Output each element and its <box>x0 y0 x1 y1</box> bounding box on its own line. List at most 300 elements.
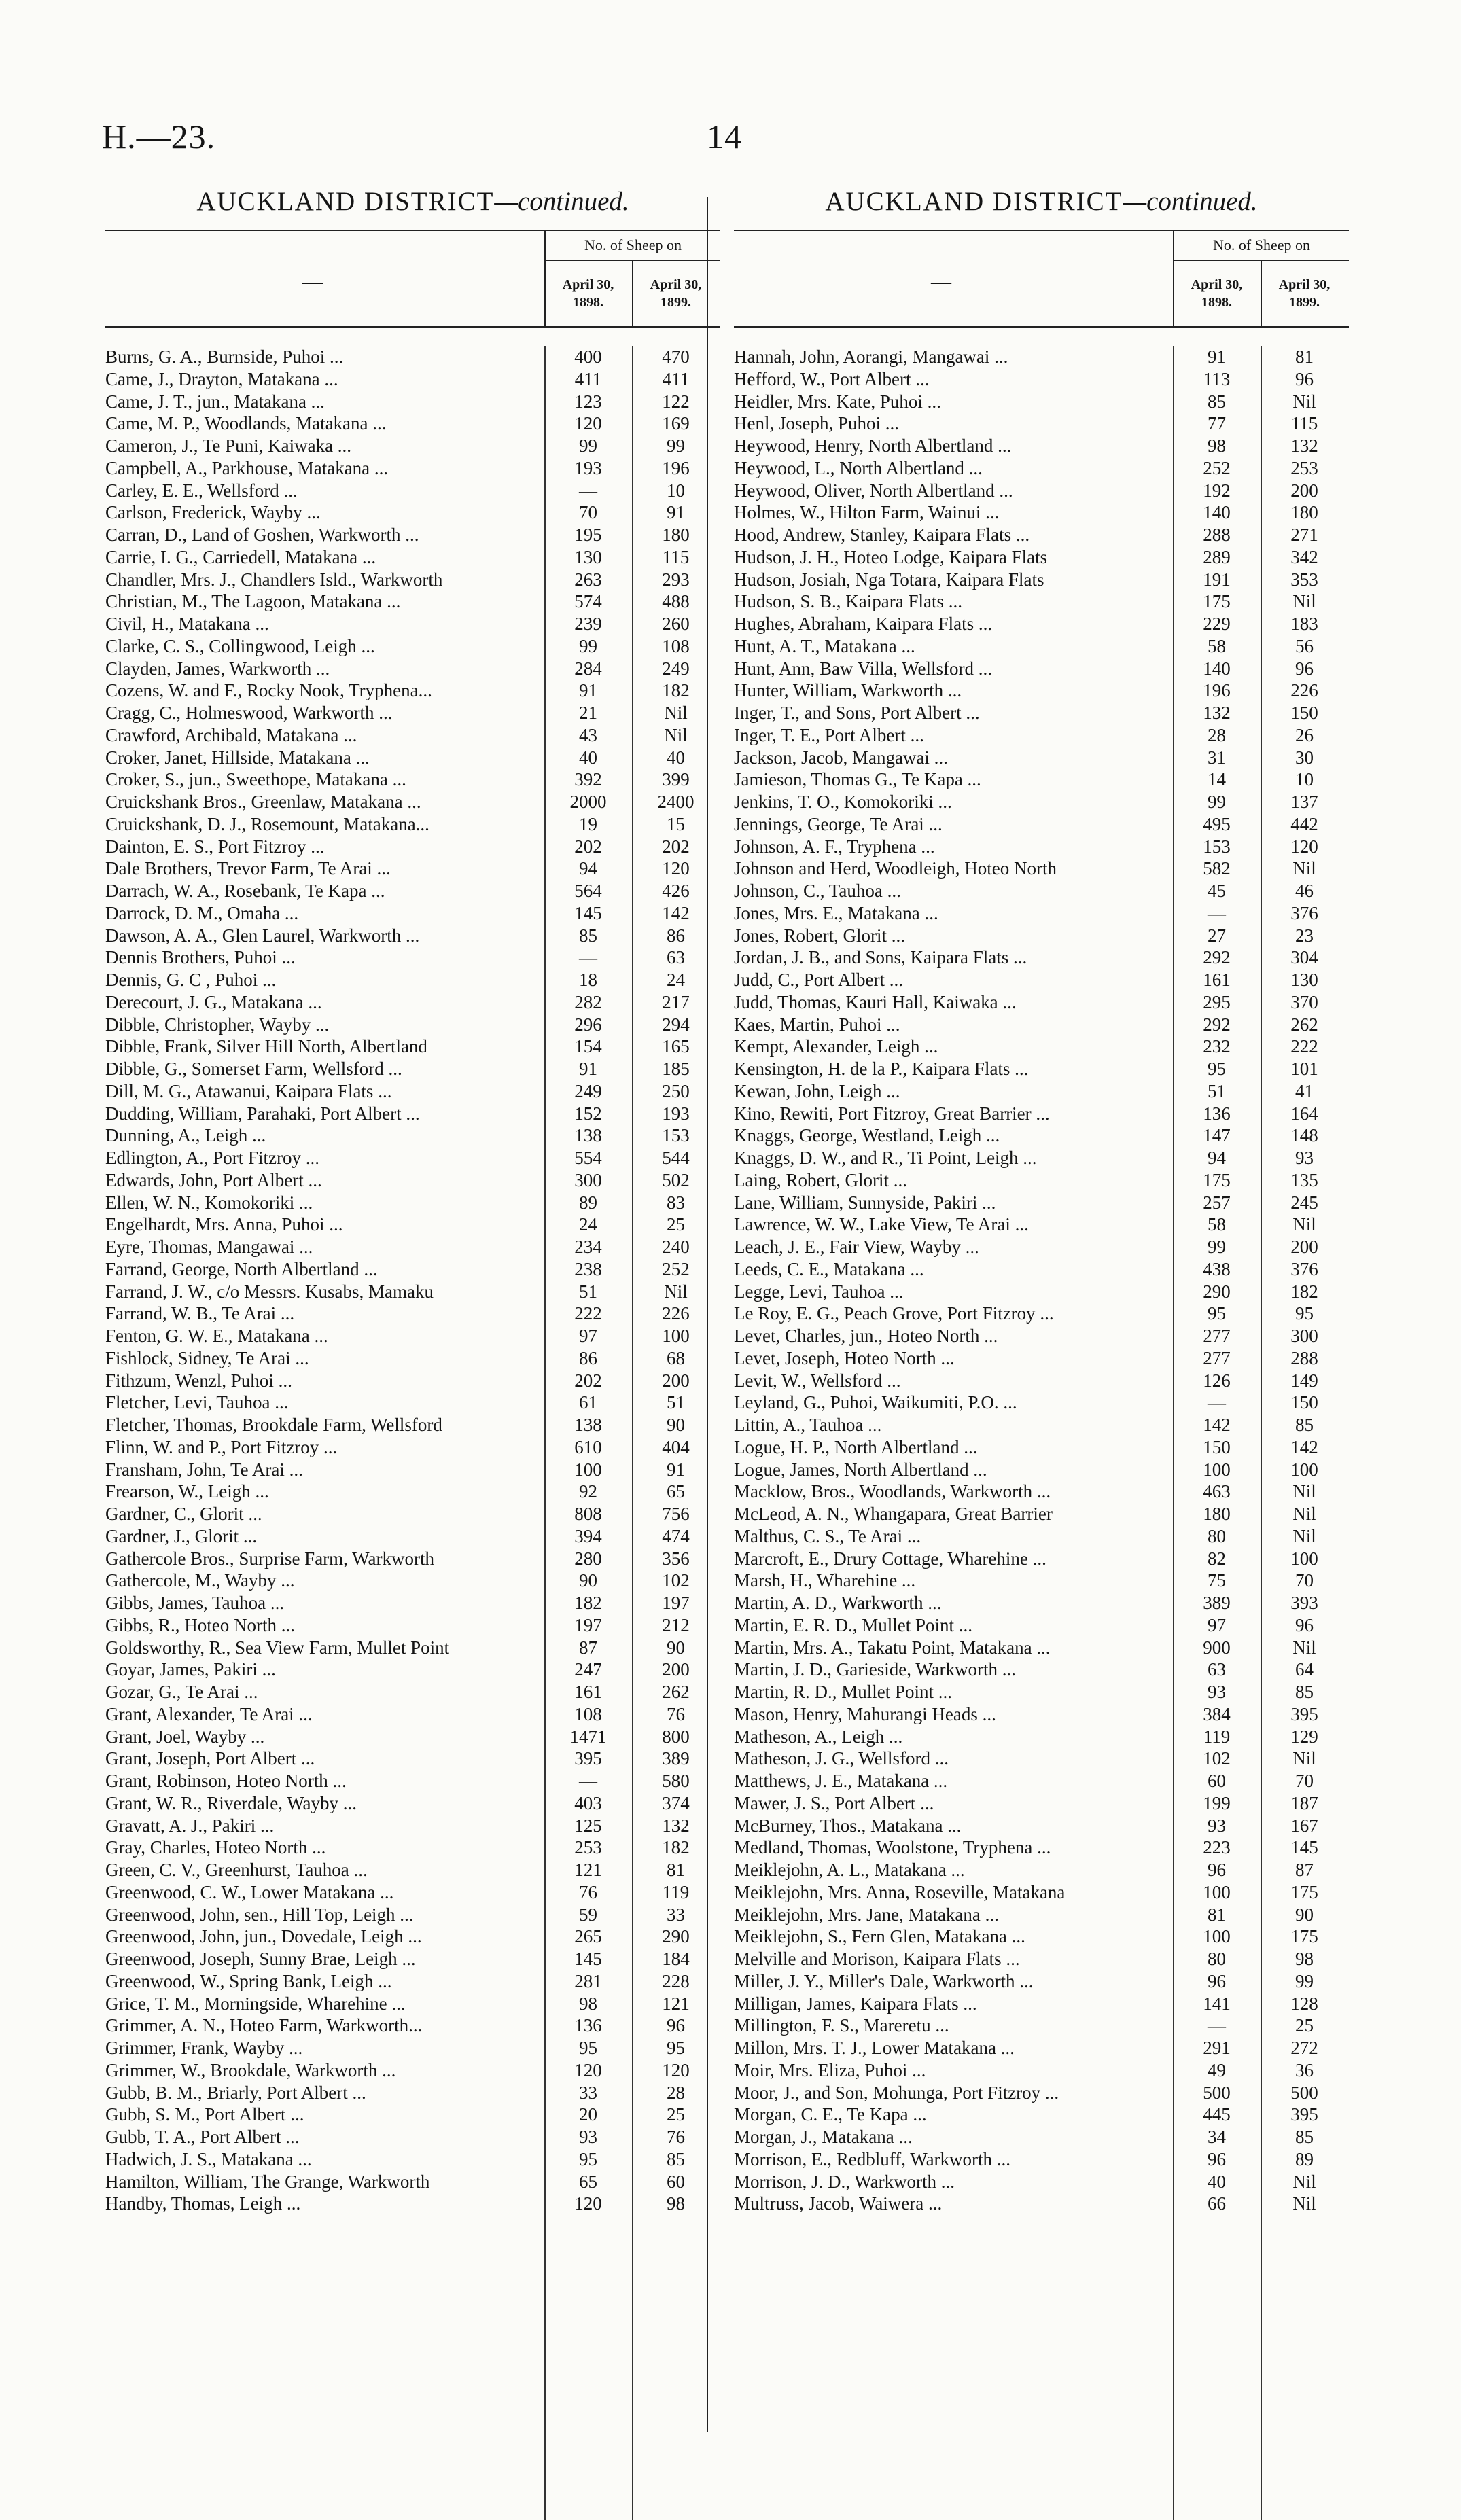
table-row <box>105 991 720 1014</box>
table-row <box>105 1503 720 1525</box>
owner-name: Hunt, Ann, Baw Villa, Wellsford ... <box>734 658 992 679</box>
table-row <box>105 546 720 569</box>
table-row <box>105 457 720 480</box>
sheep-1899: 85 <box>1295 2127 1314 2147</box>
owner-name: Martin, R. D., Mullet Point ... <box>734 1682 953 1702</box>
sheep-1898: 284 <box>574 658 602 679</box>
sheep-1899: 81 <box>667 1860 685 1880</box>
sheep-1899: 85 <box>667 2148 685 2169</box>
sheep-1899: 183 <box>1290 614 1318 634</box>
sheep-1898: 147 <box>1203 1125 1231 1146</box>
owner-name: Gathercole Bros., Surprise Farm, Warkworth <box>105 1548 434 1569</box>
owner-name: Engelhardt, Mrs. Anna, Puhoi ... <box>105 1214 343 1235</box>
sheep-1898: 66 <box>1208 2193 1226 2214</box>
sheep-1899: 488 <box>662 591 690 612</box>
table-row <box>734 1035 1349 1058</box>
table-row <box>734 724 1349 747</box>
sheep-1899: 95 <box>1295 1303 1314 1324</box>
owner-name: Dill, M. G., Atawanui, Kaipara Flats ... <box>105 1080 392 1101</box>
sheep-1898: 175 <box>1203 591 1231 612</box>
sheep-1898: 463 <box>1203 1481 1231 1502</box>
table-row <box>734 2171 1349 2193</box>
table-row <box>105 1147 720 1169</box>
sheep-1898: 59 <box>579 1904 597 1925</box>
owner-name: Gardner, J., Glorit ... <box>105 1525 258 1546</box>
table-row <box>734 1703 1349 1726</box>
table-row <box>734 1213 1349 1236</box>
sheep-1899: Nil <box>1292 1504 1316 1524</box>
sheep-1898: 438 <box>1203 1258 1231 1279</box>
table-row <box>734 1124 1349 1147</box>
sheep-1898: 40 <box>1208 2171 1226 2192</box>
owner-name: Jordan, J. B., and Sons, Kaipara Flats ... <box>734 947 1027 968</box>
table-row <box>734 1325 1349 1347</box>
owner-name: Malthus, C. S., Te Arai ... <box>734 1525 921 1546</box>
table-row <box>105 613 720 635</box>
sheep-1899: 226 <box>1290 680 1318 701</box>
sheep-1898: 140 <box>1203 658 1231 679</box>
sheep-1898: 93 <box>1208 1815 1226 1836</box>
table-row <box>734 480 1349 502</box>
sheep-1898: 222 <box>574 1303 602 1324</box>
sheep-1898: 191 <box>1203 569 1231 590</box>
owner-name: Kensington, H. de la P., Kaipara Flats ... <box>734 1059 1029 1079</box>
table-row <box>105 1993 720 2015</box>
sheep-1899: 411 <box>662 368 690 389</box>
table-row <box>105 368 720 391</box>
owner-name: Fenton, G. W. E., Matakana ... <box>105 1326 328 1346</box>
owner-name: Farrand, W. B., Te Arai ... <box>105 1303 295 1324</box>
table-row <box>105 1325 720 1347</box>
owner-name: Morrison, E., Redbluff, Warkworth ... <box>734 2148 1011 2169</box>
sheep-1898: 150 <box>1203 1436 1231 1457</box>
sheep-1898: 87 <box>579 1637 597 1658</box>
owner-name: Matthews, J. E., Matakana ... <box>734 1771 948 1791</box>
table-row <box>105 480 720 502</box>
sheep-1899: 200 <box>1290 480 1318 501</box>
owner-name: Morgan, J., Matakana ... <box>734 2127 913 2147</box>
sheep-1898: 400 <box>574 347 602 367</box>
sheep-1898: 136 <box>574 2015 602 2036</box>
sheep-1898: 277 <box>1203 1326 1231 1346</box>
sheep-1899: 142 <box>1290 1436 1318 1457</box>
owner-name: Green, C. V., Greenhurst, Tauhoa ... <box>105 1860 368 1880</box>
sheep-1898: 223 <box>1203 1837 1231 1858</box>
sheep-1898: 574 <box>574 591 602 612</box>
table-row <box>734 2148 1349 2171</box>
sheep-1898: 98 <box>579 1993 597 2014</box>
owner-name: Gubb, S. M., Port Albert ... <box>105 2104 304 2125</box>
table-row <box>734 524 1349 546</box>
right-title-text: AUCKLAND DISTRICT <box>825 187 1123 216</box>
right-col-1898-header: April 30, 1898. <box>1173 261 1259 326</box>
table-row <box>734 391 1349 413</box>
owner-name: Dibble, Christopher, Wayby ... <box>105 1014 330 1035</box>
table-row <box>734 1014 1349 1036</box>
table-row <box>734 412 1349 435</box>
owner-name: Hudson, J. H., Hoteo Lodge, Kaipara Flats <box>734 546 1048 567</box>
sheep-1899: 376 <box>1290 1258 1318 1279</box>
sheep-1898: 120 <box>574 2193 602 2214</box>
owner-name: Grant, Robinson, Hoteo North ... <box>105 1771 347 1791</box>
table-row <box>105 590 720 613</box>
sheep-1899: 25 <box>1295 2015 1314 2036</box>
owner-name: Meiklejohn, A. L., Matakana ... <box>734 1860 965 1880</box>
owner-name: Farrand, J. W., c/o Messrs. Kusabs, Mamaku <box>105 1281 434 1302</box>
owner-name: Eyre, Thomas, Mangawai ... <box>105 1237 313 1257</box>
owner-name: Darrock, D. M., Omaha ... <box>105 902 299 923</box>
sheep-1899: 70 <box>1295 1771 1314 1791</box>
table-row <box>105 1302 720 1325</box>
left-title-text: AUCKLAND DISTRICT <box>196 187 495 216</box>
owner-name: Jenkins, T. O., Komokoriki ... <box>734 792 952 812</box>
sheep-1899: 153 <box>662 1125 690 1146</box>
sheep-1898: 121 <box>574 1860 602 1880</box>
table-row <box>105 1035 720 1058</box>
table-row <box>734 1169 1349 1192</box>
owner-name: Cozens, W. and F., Rocky Nook, Tryphena... <box>105 680 432 701</box>
owner-name: Gardner, C., Glorit ... <box>105 1504 262 1524</box>
owner-name: Kaes, Martin, Puhoi ... <box>734 1014 900 1035</box>
owner-name: Grimmer, A. N., Hoteo Farm, Warkworth... <box>105 2015 423 2036</box>
sheep-1899: 148 <box>1290 1125 1318 1146</box>
owner-name: Johnson, C., Tauhoa ... <box>734 881 901 901</box>
sheep-1898: 395 <box>574 1748 602 1769</box>
sheep-1899: 30 <box>1295 747 1314 768</box>
sheep-1898: 138 <box>574 1415 602 1435</box>
table-row <box>734 1926 1349 1948</box>
sheep-1899: Nil <box>1292 1637 1316 1658</box>
owner-name: Dibble, Frank, Silver Hill North, Albertland <box>105 1036 427 1057</box>
sheep-1898: 193 <box>574 457 602 478</box>
owner-name: Logue, H. P., North Albertland ... <box>734 1436 978 1457</box>
sheep-1898: 202 <box>574 1370 602 1391</box>
owner-name: Morrison, J. D., Warkworth ... <box>734 2171 955 2192</box>
owner-name: Gozar, G., Te Arai ... <box>105 1682 258 1702</box>
sheep-1898: 40 <box>579 747 597 768</box>
sheep-1899: 108 <box>662 635 690 656</box>
right-title-suffix: —continued. <box>1123 187 1258 216</box>
table-row <box>734 946 1349 969</box>
sheep-1899: 98 <box>1295 1949 1314 1969</box>
sheep-1899: 474 <box>662 1525 690 1546</box>
owner-name: Carran, D., Land of Goshen, Warkworth ... <box>105 525 419 545</box>
sheep-1899: 150 <box>1290 1392 1318 1413</box>
table-row <box>734 501 1349 524</box>
owner-name: Levit, W., Wellsford ... <box>734 1370 901 1391</box>
owner-name: Hunter, William, Warkworth ... <box>734 680 962 701</box>
table-row <box>734 791 1349 813</box>
sheep-1899: 167 <box>1290 1815 1318 1836</box>
sheep-1898: 95 <box>1208 1059 1226 1079</box>
sheep-1899: 76 <box>667 2127 685 2147</box>
sheep-1898: 495 <box>1203 813 1231 834</box>
table-row <box>734 2193 1349 2215</box>
sheep-1898: 80 <box>1208 1525 1226 1546</box>
owner-name: Came, J., Drayton, Matakana ... <box>105 368 338 389</box>
sheep-1899: 395 <box>1290 2104 1318 2125</box>
sheep-1898: 384 <box>1203 1703 1231 1724</box>
sheep-1898: 403 <box>574 1792 602 1813</box>
table-row <box>734 902 1349 925</box>
sheep-1899: 41 <box>1295 1080 1314 1101</box>
sheep-1898: 91 <box>579 1059 597 1079</box>
sheep-1899: 102 <box>662 1570 690 1591</box>
table-row <box>105 813 720 836</box>
owner-name: Dennis, G. C , Puhoi ... <box>105 970 277 990</box>
owner-name: Marcroft, E., Drury Cottage, Wharehine ... <box>734 1548 1046 1569</box>
sheep-1898: 253 <box>574 1837 602 1858</box>
sheep-1898: 58 <box>1208 635 1226 656</box>
sheep-1898: 100 <box>1203 1881 1231 1902</box>
sheep-1899: Nil <box>664 703 688 723</box>
table-row <box>734 880 1349 902</box>
sheep-1898: 280 <box>574 1548 602 1569</box>
sheep-1898: 28 <box>1208 724 1226 745</box>
sheep-1899: 96 <box>667 2015 685 2036</box>
table-row <box>734 569 1349 591</box>
owner-name: Dibble, G., Somerset Farm, Wellsford ... <box>105 1059 402 1079</box>
table-row <box>734 1836 1349 1859</box>
sheep-1899: 96 <box>1295 1614 1314 1635</box>
owner-name: Knaggs, George, Westland, Leigh ... <box>734 1125 1000 1146</box>
sheep-1899: 293 <box>662 569 690 590</box>
sheep-1898: 21 <box>579 703 597 723</box>
sheep-1899: 99 <box>1295 1970 1314 1991</box>
owner-name: Gray, Charles, Hoteo North ... <box>105 1837 326 1858</box>
sheep-1898: 92 <box>579 1481 597 1502</box>
sheep-1899: 262 <box>662 1682 690 1702</box>
owner-name: Martin, A. D., Warkworth ... <box>734 1593 942 1613</box>
sheep-1899: 800 <box>662 1726 690 1747</box>
sheep-1899: 101 <box>1290 1059 1318 1079</box>
table-row <box>105 1569 720 1592</box>
sheep-1898: 281 <box>574 1970 602 1991</box>
table-row <box>734 1103 1349 1125</box>
sheep-1899: Nil <box>664 1281 688 1302</box>
sheep-1899: 272 <box>1290 2038 1318 2058</box>
sheep-1898: 80 <box>1208 1949 1226 1969</box>
sheep-1898: 63 <box>1208 1659 1226 1680</box>
sheep-1899: 200 <box>662 1370 690 1391</box>
table-row <box>105 524 720 546</box>
sheep-1898: 85 <box>579 925 597 946</box>
sheep-1899: 222 <box>1290 1036 1318 1057</box>
sheep-1898: 277 <box>1203 1347 1231 1368</box>
sheep-1899: 130 <box>1290 970 1318 990</box>
sheep-1898: 33 <box>579 2082 597 2103</box>
owner-name: Moor, J., and Son, Mohunga, Port Fitzroy ... <box>734 2082 1059 2103</box>
sheep-1899: 426 <box>662 881 690 901</box>
table-row <box>105 1192 720 1214</box>
right-column <box>734 183 1349 2215</box>
owner-name: Lawrence, W. W., Lake View, Te Arai ... <box>734 1214 1029 1235</box>
sheep-1899: 90 <box>667 1637 685 1658</box>
sheep-1899: Nil <box>1292 858 1316 879</box>
sheep-1899: 60 <box>667 2171 685 2192</box>
table-row <box>105 1459 720 1481</box>
owner-name: Cragg, C., Holmeswood, Warkworth ... <box>105 703 393 723</box>
sheep-1899: 502 <box>662 1169 690 1190</box>
sheep-1899: 226 <box>662 1303 690 1324</box>
sheep-1898: 119 <box>1203 1726 1231 1747</box>
table-row <box>734 1058 1349 1080</box>
table-row <box>734 1080 1349 1103</box>
sheep-1899: 245 <box>1290 1192 1318 1213</box>
owner-name: Darrach, W. A., Rosebank, Te Kapa ... <box>105 881 385 901</box>
owner-name: Hudson, S. B., Kaipara Flats ... <box>734 591 962 612</box>
sheep-1898: 290 <box>1203 1281 1231 1302</box>
table-row <box>105 1859 720 1881</box>
sheep-1899: 253 <box>1290 457 1318 478</box>
sheep-1898: 239 <box>574 614 602 634</box>
sheep-1899: 137 <box>1290 792 1318 812</box>
owner-name: McBurney, Thos., Matakana ... <box>734 1815 962 1836</box>
sheep-1898: 113 <box>1203 368 1231 389</box>
table-row <box>105 791 720 813</box>
table-row <box>734 2059 1349 2082</box>
table-row <box>105 1747 720 1770</box>
sheep-1899: 81 <box>1295 347 1314 367</box>
table-row <box>105 1014 720 1036</box>
owner-name: Gravatt, A. J., Pakiri ... <box>105 1815 275 1836</box>
right-column-title <box>734 183 1349 220</box>
sheep-1898: 392 <box>574 769 602 790</box>
sheep-1898: 196 <box>1203 680 1231 701</box>
owner-name: Dainton, E. S., Port Fitzroy ... <box>105 836 325 857</box>
owner-name: Morgan, C. E., Te Kapa ... <box>734 2104 927 2125</box>
sheep-1899: 288 <box>1290 1347 1318 1368</box>
sheep-1898: 136 <box>1203 1103 1231 1124</box>
sheep-1898: 282 <box>574 991 602 1012</box>
owner-name: Croker, S., jun., Sweethope, Matakana ... <box>105 769 406 790</box>
left-title-suffix: —continued. <box>494 187 629 216</box>
sheep-1899: 25 <box>667 1214 685 1235</box>
table-row <box>105 1836 720 1859</box>
sheep-1898: 130 <box>574 546 602 567</box>
sheep-1899: 389 <box>662 1748 690 1769</box>
sheep-1898: 247 <box>574 1659 602 1680</box>
owner-name: Hunt, A. T., Matakana ... <box>734 635 915 656</box>
right-name-column-header: — <box>931 270 951 293</box>
sheep-1899: 90 <box>1295 1904 1314 1925</box>
sheep-1899: Nil <box>1292 1214 1316 1235</box>
owner-name: Dale Brothers, Trevor Farm, Te Arai ... <box>105 858 391 879</box>
table-row <box>734 702 1349 724</box>
table-row <box>734 1192 1349 1214</box>
sheep-1898: 96 <box>1208 2148 1226 2169</box>
owner-name: Meiklejohn, Mrs. Jane, Matakana ... <box>734 1904 999 1925</box>
table-row <box>734 346 1349 368</box>
sheep-1898: 51 <box>1208 1080 1226 1101</box>
owner-name: Matheson, A., Leigh ... <box>734 1726 903 1747</box>
owner-name: Knaggs, D. W., and R., Ti Point, Leigh ... <box>734 1148 1037 1168</box>
sheep-1898: 138 <box>574 1125 602 1146</box>
sheep-1899: 83 <box>667 1192 685 1213</box>
table-row <box>105 1414 720 1436</box>
sheep-1899: 393 <box>1290 1593 1318 1613</box>
sheep-1898: 154 <box>574 1036 602 1057</box>
left-table-body <box>105 346 720 2215</box>
sheep-1898: 120 <box>574 413 602 434</box>
owner-name: Hadwich, J. S., Matakana ... <box>105 2148 312 2169</box>
sheep-1899: 120 <box>1290 836 1318 857</box>
sheep-1898: 82 <box>1208 1548 1226 1569</box>
sheep-1899: 15 <box>667 813 685 834</box>
sheep-1898: 2000 <box>569 792 607 812</box>
owner-name: Carley, E. E., Wellsford ... <box>105 480 298 501</box>
sheep-1898: 182 <box>574 1593 602 1613</box>
sheep-1899: Nil <box>1292 2171 1316 2192</box>
table-row <box>734 1548 1349 1570</box>
sheep-1899: 98 <box>667 2193 685 2214</box>
sheep-1898: 100 <box>574 1459 602 1480</box>
sheep-1899: 86 <box>667 925 685 946</box>
owner-name: Christian, M., The Lagoon, Matakana ... <box>105 591 401 612</box>
table-row <box>734 1236 1349 1258</box>
sheep-1898: 75 <box>1208 1570 1226 1591</box>
owner-name: Legge, Levi, Tauhoa ... <box>734 1281 904 1302</box>
owner-name: Goyar, James, Pakiri ... <box>105 1659 276 1680</box>
sheep-1898: 77 <box>1208 413 1226 434</box>
sheep-1898: — <box>1208 1392 1226 1413</box>
sheep-1898: 300 <box>574 1169 602 1190</box>
sheep-1898: 96 <box>1208 1860 1226 1880</box>
owner-name: Came, M. P., Woodlands, Matakana ... <box>105 413 387 434</box>
sheep-1899: 374 <box>662 1792 690 1813</box>
table-row <box>105 2193 720 2215</box>
right-table-body <box>734 346 1349 2215</box>
owner-name: Martin, Mrs. A., Takatu Point, Matakana ... <box>734 1637 1051 1658</box>
table-row <box>105 1236 720 1258</box>
sheep-1899: 184 <box>662 1949 690 1969</box>
sheep-1898: 45 <box>1208 881 1226 901</box>
owner-name: Crawford, Archibald, Matakana ... <box>105 724 357 745</box>
table-row <box>734 1459 1349 1481</box>
sheep-1898: — <box>579 480 597 501</box>
table-row <box>734 1658 1349 1681</box>
sheep-1898: 108 <box>574 1703 602 1724</box>
left-col-1899-header: April 30, 1899. <box>632 261 718 326</box>
sheep-1899: 100 <box>662 1326 690 1346</box>
owner-name: Kewan, John, Leigh ... <box>734 1080 900 1101</box>
table-row <box>734 1970 1349 1993</box>
sheep-1898: 808 <box>574 1504 602 1524</box>
table-row <box>734 747 1349 769</box>
owner-name: Miller, J. Y., Miller's Dale, Warkworth ... <box>734 1970 1034 1991</box>
sheep-1899: 182 <box>1290 1281 1318 1302</box>
table-row <box>105 391 720 413</box>
table-row <box>105 1681 720 1703</box>
sheep-1898: 161 <box>1203 970 1231 990</box>
table-row <box>105 1770 720 1792</box>
sheep-1899: 51 <box>667 1392 685 1413</box>
owner-name: Grant, W. R., Riverdale, Wayby ... <box>105 1792 357 1813</box>
sheep-1898: 70 <box>579 502 597 523</box>
owner-name: Hefford, W., Port Albert ... <box>734 368 930 389</box>
sheep-1898: 100 <box>1203 1459 1231 1480</box>
owner-name: Melville and Morison, Kaipara Flats ... <box>734 1949 1020 1969</box>
sheep-1899: 89 <box>1295 2148 1314 2169</box>
owner-name: Goldsworthy, R., Sea View Farm, Mullet Point <box>105 1637 450 1658</box>
sheep-1899: 180 <box>1290 502 1318 523</box>
table-row <box>105 1124 720 1147</box>
sheep-1898: 99 <box>1208 792 1226 812</box>
table-row <box>734 1614 1349 1637</box>
table-row <box>105 679 720 702</box>
owner-name: Cruickshank Bros., Greenlaw, Matakana ... <box>105 792 421 812</box>
sheep-1898: 145 <box>574 902 602 923</box>
